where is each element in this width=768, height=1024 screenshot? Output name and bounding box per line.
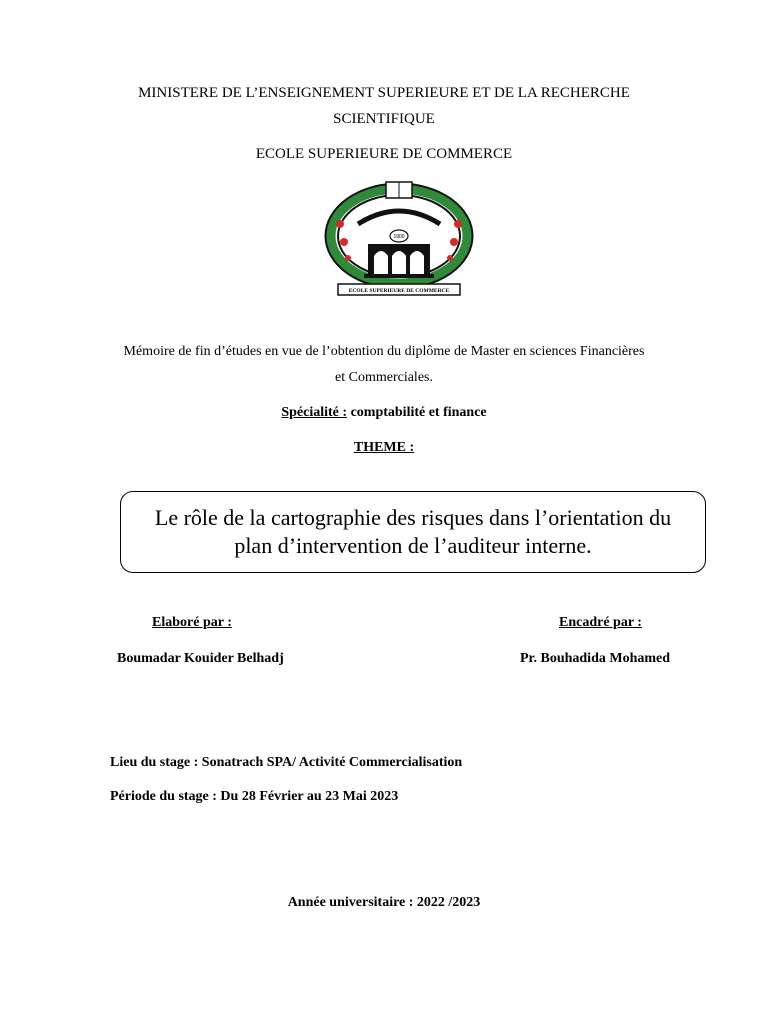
supervisor-name: Pr. Bouhadida Mohamed <box>520 651 671 666</box>
logo-banner-text: ECOLE SUPERIEURE DE COMMERCE <box>348 288 450 294</box>
school-name: ECOLE SUPERIEURE DE COMMERCE <box>255 146 513 162</box>
encadre-par-label: Encadré par : <box>559 615 642 630</box>
specialite-label: Spécialité : <box>281 405 348 420</box>
ministry-title-line2: SCIENTIFIQUE <box>333 111 435 127</box>
specialite-line <box>0 405 768 421</box>
academic-year: Année universitaire : 2022 /2023 <box>287 895 481 910</box>
memoire-description-line1: Mémoire de fin d’études en vue de l’obtention du diplôme de Master en sciences Financières <box>123 344 645 359</box>
specialite-value: comptabilité et finance <box>347 405 487 420</box>
author-name: Boumadar Kouider Belhadj <box>117 651 284 666</box>
elabore-par-label: Elaboré par : <box>152 615 232 630</box>
school-logo <box>318 178 480 304</box>
theme-title-line1: Le rôle de la cartographie des risques dans l’orientation du <box>154 505 672 530</box>
theme-title-line2: plan d’intervention de l’auditeur interne. <box>234 533 592 558</box>
logo-year: 1900 <box>393 234 405 240</box>
stage-location: Lieu du stage : Sonatrach SPA/ Activité Commercialisation <box>110 755 463 770</box>
theme-label: THEME : <box>353 440 415 455</box>
theme-title-box <box>120 491 706 573</box>
memoire-description-line2: et Commerciales. <box>335 370 433 385</box>
stage-period: Période du stage : Du 28 Février au 23 Mai 2023 <box>110 789 399 804</box>
ministry-title-line1: MINISTERE DE L’ENSEIGNEMENT SUPERIEURE ET DE LA RECHERCHE <box>138 85 630 101</box>
